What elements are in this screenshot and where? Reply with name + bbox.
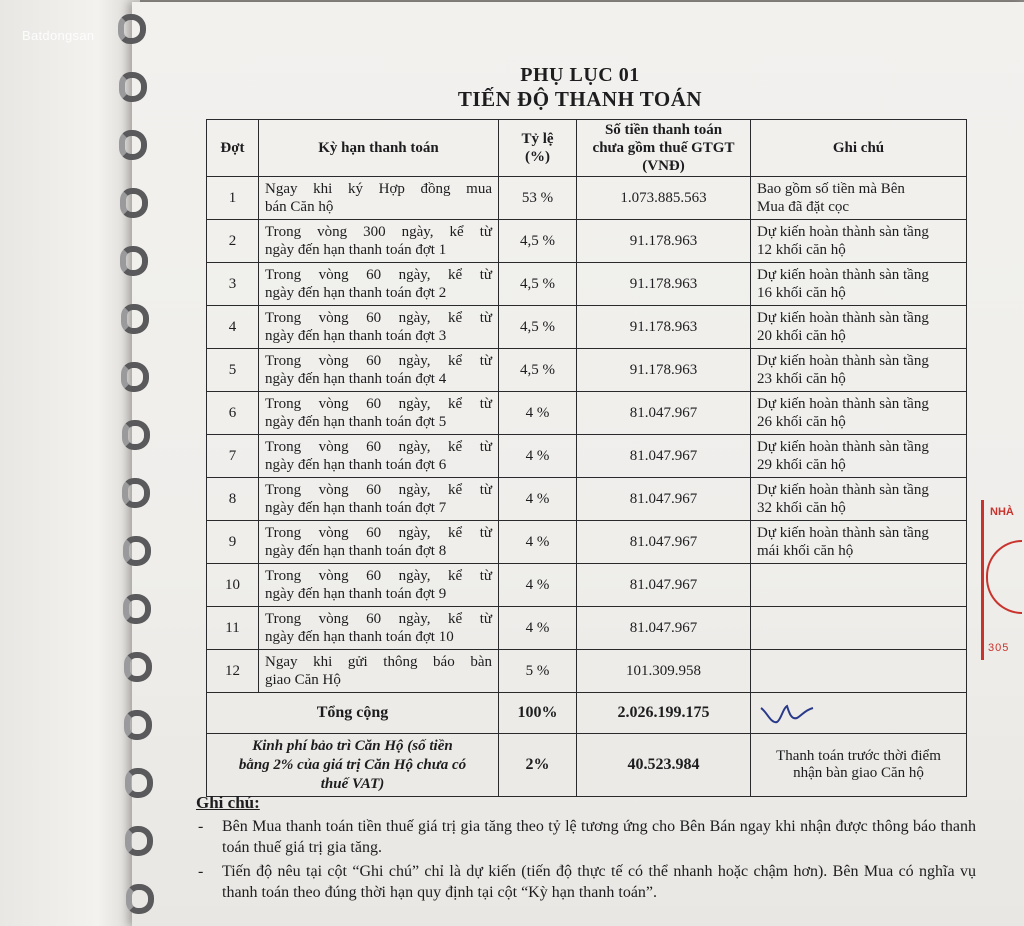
cell-term-line: ngày đến hạn thanh toán đợt 7 [265, 500, 447, 516]
cell-dot: 2 [207, 220, 259, 263]
spiral-coil [123, 536, 151, 566]
cell-dot: 5 [207, 349, 259, 392]
stamp-top-text: NHÀ [990, 506, 1014, 518]
cell-dot: 8 [207, 478, 259, 521]
spiral-coil [122, 478, 150, 508]
notes-title: Ghi chú: [196, 793, 260, 812]
note-text: Tiến độ nêu tại cột “Ghi chú” chỉ là dự kiến (tiến độ thực tế có thể nhanh hoặc chậm hơn). Bên Mua có nghĩa vụ thanh toán theo đúng thời hạn quy định tại cột “Kỳ hạn thanh toán”. [222, 863, 976, 901]
cell-term-line: Trong vòng 60 ngày, kể từ [265, 482, 492, 498]
header-amount-line: Số tiền thanh toán [604, 122, 723, 138]
cell-amount: 1.073.885.563 [577, 177, 751, 220]
cell-dot: 7 [207, 435, 259, 478]
cell-note [751, 650, 967, 693]
cell-term [259, 607, 499, 650]
cell-note-line: 12 khối căn hộ [757, 242, 846, 258]
cell-amount: 81.047.967 [577, 392, 751, 435]
cell-term [259, 177, 499, 220]
spiral-coil [121, 304, 149, 334]
spiral-coil [119, 130, 147, 160]
cell-term-line: Trong vòng 60 ngày, kể từ [265, 353, 492, 369]
cell-note-line: Dự kiến hoàn thành sàn tầng [757, 482, 929, 498]
cell-amount: 91.178.963 [577, 349, 751, 392]
spiral-coil [125, 826, 153, 856]
cell-term [259, 478, 499, 521]
schedule-title: TIẾN ĐỘ THANH TOÁN [457, 87, 703, 111]
cell-term [259, 564, 499, 607]
cell-term-line: ngày đến hạn thanh toán đợt 3 [265, 328, 447, 344]
cell-term-line: Trong vòng 60 ngày, kể từ [265, 611, 492, 627]
maintenance-note-line: Thanh toán trước thời điểm [776, 748, 941, 764]
note-text: Bên Mua thanh toán tiền thuế giá trị gia tăng theo tỷ lệ tương ứng cho Bên Bán ngay khi nhận được thông báo thanh toán thuế giá trị gia tăng. [222, 818, 976, 856]
spiral-coil [118, 14, 146, 44]
total-amount: 2.026.199.175 [577, 693, 751, 734]
cell-term-line: Trong vòng 300 ngày, kể từ [265, 224, 492, 240]
cell-term-line: Trong vòng 60 ngày, kể từ [265, 267, 492, 283]
cell-term-line: ngày đến hạn thanh toán đợt 1 [265, 242, 447, 258]
maintenance-note-line: nhận bàn giao Căn hộ [793, 765, 924, 781]
cell-note-line: mái khối căn hộ [757, 543, 854, 559]
cell-note-line: Dự kiến hoàn thành sàn tầng [757, 439, 929, 455]
spiral-coil [126, 884, 154, 914]
watermark: Batdongsan [22, 28, 95, 43]
header-rate-line: (%) [525, 149, 550, 165]
cell-note [751, 349, 967, 392]
cell-note-line: 29 khối căn hộ [757, 457, 846, 473]
payment-schedule-table [206, 119, 967, 797]
maintenance-label [207, 734, 499, 797]
total-label: Tổng cộng [207, 693, 499, 734]
cell-dot: 10 [207, 564, 259, 607]
cell-dot: 4 [207, 306, 259, 349]
cell-term-line: Trong vòng 60 ngày, kể từ [265, 439, 492, 455]
header-rate-line: Tỷ lệ [521, 131, 554, 147]
cell-term-line: Trong vòng 60 ngày, kể từ [265, 525, 492, 541]
spiral-coil [124, 652, 152, 682]
table-row [207, 220, 967, 263]
cell-note [751, 435, 967, 478]
note-item [196, 861, 976, 903]
table-row [207, 349, 967, 392]
cell-rate: 4 % [499, 478, 577, 521]
maintenance-note [751, 734, 967, 797]
cell-note-line: Dự kiến hoàn thành sàn tầng [757, 224, 929, 240]
spiral-coil [122, 420, 150, 450]
cell-amount: 91.178.963 [577, 263, 751, 306]
spiral-coil [120, 246, 148, 276]
cell-note [751, 478, 967, 521]
cell-dot: 9 [207, 521, 259, 564]
cell-note-line: 23 khối căn hộ [757, 371, 846, 387]
maintenance-label-line: bằng 2% của giá trị Căn Hộ chưa có [238, 756, 467, 773]
table-header-row [207, 120, 967, 177]
maintenance-rate: 2% [499, 734, 577, 797]
cell-dot: 11 [207, 607, 259, 650]
cell-note-line: Dự kiến hoàn thành sàn tầng [757, 310, 929, 326]
cell-note-line: 20 khối căn hộ [757, 328, 846, 344]
spiral-coil [124, 710, 152, 740]
note-item [196, 816, 976, 858]
spiral-coil [120, 188, 148, 218]
total-row [207, 693, 967, 734]
header-dot: Đợt [207, 120, 259, 177]
cell-amount: 91.178.963 [577, 306, 751, 349]
cell-amount: 91.178.963 [577, 220, 751, 263]
cell-rate: 4 % [499, 521, 577, 564]
cell-note [751, 564, 967, 607]
cell-dot: 1 [207, 177, 259, 220]
cell-note-line: 16 khối căn hộ [757, 285, 846, 301]
cell-rate: 4,5 % [499, 263, 577, 306]
cell-term-line: Trong vòng 60 ngày, kể từ [265, 310, 492, 326]
cell-amount: 81.047.967 [577, 521, 751, 564]
cell-term [259, 220, 499, 263]
cell-term-line: ngày đến hạn thanh toán đợt 8 [265, 543, 447, 559]
cell-note-line: Dự kiến hoàn thành sàn tầng [757, 396, 929, 412]
cell-amount: 81.047.967 [577, 564, 751, 607]
cell-amount: 81.047.967 [577, 607, 751, 650]
table-row [207, 650, 967, 693]
cell-term-line: ngày đến hạn thanh toán đợt 6 [265, 457, 447, 473]
stamp-ring [986, 540, 1022, 614]
cell-note-line: Dự kiến hoàn thành sàn tầng [757, 267, 929, 283]
cell-amount: 81.047.967 [577, 435, 751, 478]
cell-note [751, 607, 967, 650]
cell-rate: 4,5 % [499, 349, 577, 392]
total-rate: 100% [499, 693, 577, 734]
cell-amount: 81.047.967 [577, 478, 751, 521]
cell-rate: 4 % [499, 564, 577, 607]
cell-term [259, 392, 499, 435]
cell-dot: 3 [207, 263, 259, 306]
table-row [207, 564, 967, 607]
cell-term-line: ngày đến hạn thanh toán đợt 9 [265, 586, 447, 602]
cell-rate: 4,5 % [499, 220, 577, 263]
cell-term-line: giao Căn Hộ [265, 672, 341, 688]
table-row [207, 435, 967, 478]
table-row [207, 521, 967, 564]
cell-rate: 4,5 % [499, 306, 577, 349]
cell-dot: 12 [207, 650, 259, 693]
header-rate [499, 120, 577, 177]
table-row [207, 263, 967, 306]
cell-note [751, 306, 967, 349]
cell-note-line: 32 khối căn hộ [757, 500, 846, 516]
cell-amount: 101.309.958 [577, 650, 751, 693]
table-row [207, 177, 967, 220]
cell-term-line: Ngay khi ký Hợp đồng mua [265, 181, 492, 197]
spiral-coil [121, 362, 149, 392]
cell-term [259, 306, 499, 349]
cell-note-line: Dự kiến hoàn thành sàn tầng [757, 525, 929, 541]
table-row [207, 306, 967, 349]
header-amount-line: chưa gồm thuế GTGT [592, 140, 735, 156]
cell-note-line: 26 khối căn hộ [757, 414, 846, 430]
cell-rate: 4 % [499, 607, 577, 650]
cell-term-line: ngày đến hạn thanh toán đợt 5 [265, 414, 447, 430]
cell-term [259, 349, 499, 392]
maintenance-label-line: thuế VAT) [320, 775, 385, 792]
spiral-coil [119, 72, 147, 102]
table-row [207, 478, 967, 521]
spiral-coil [123, 594, 151, 624]
spiral-binding [100, 0, 160, 926]
cell-note [751, 177, 967, 220]
header-amount [577, 120, 751, 177]
handwritten-signature [757, 698, 817, 728]
cell-term-line: bán Căn hộ [265, 199, 334, 215]
maintenance-row [207, 734, 967, 797]
cell-note [751, 220, 967, 263]
cell-rate: 4 % [499, 435, 577, 478]
cell-term-line: ngày đến hạn thanh toán đợt 4 [265, 371, 447, 387]
cell-note [751, 263, 967, 306]
cell-note [751, 521, 967, 564]
appendix-title: PHỤ LỤC 01 [520, 64, 640, 86]
maintenance-amount: 40.523.984 [577, 734, 751, 797]
table-row [207, 607, 967, 650]
cell-term [259, 521, 499, 564]
cell-note-line: Bao gồm số tiền mà Bên [757, 181, 905, 197]
cell-note-line: Dự kiến hoàn thành sàn tầng [757, 353, 929, 369]
signature-cell [751, 693, 967, 734]
cell-rate: 53 % [499, 177, 577, 220]
header-term: Kỳ hạn thanh toán [259, 120, 499, 177]
bullet-dash: - [198, 863, 204, 880]
cell-note [751, 392, 967, 435]
cell-term [259, 650, 499, 693]
cell-dot: 6 [207, 392, 259, 435]
cell-rate: 4 % [499, 392, 577, 435]
spiral-coil [125, 768, 153, 798]
cell-term-line: ngày đến hạn thanh toán đợt 10 [265, 629, 454, 645]
cell-term [259, 435, 499, 478]
header-note: Ghi chú [751, 120, 967, 177]
cell-term-line: ngày đến hạn thanh toán đợt 2 [265, 285, 447, 301]
cell-rate: 5 % [499, 650, 577, 693]
maintenance-label-line: Kinh phí bảo trì Căn Hộ (số tiền [252, 737, 453, 754]
cell-note-line: Mua đã đặt cọc [757, 199, 850, 215]
notes-section [196, 792, 976, 903]
table-row [207, 392, 967, 435]
cell-term-line: Ngay khi gửi thông báo bàn [265, 654, 492, 670]
cell-term-line: Trong vòng 60 ngày, kể từ [265, 568, 492, 584]
cell-term [259, 263, 499, 306]
document-title [420, 64, 740, 112]
bullet-dash: - [198, 818, 204, 835]
header-amount-line: (VNĐ) [642, 158, 685, 174]
red-stamp [981, 500, 1024, 660]
stamp-bottom-text: 305 [988, 642, 1010, 654]
cell-term-line: Trong vòng 60 ngày, kể từ [265, 396, 492, 412]
